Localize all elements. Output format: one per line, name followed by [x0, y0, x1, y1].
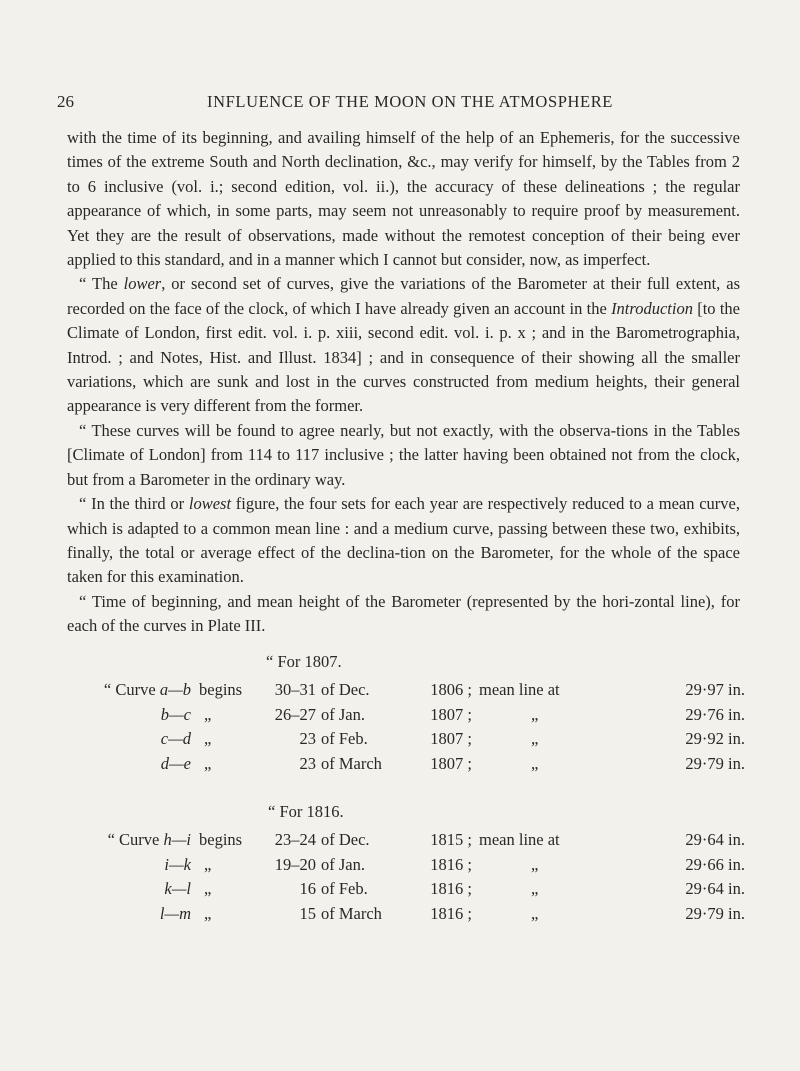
paragraph — [67, 126, 740, 272]
cell-year: 1815 ; — [430, 830, 472, 849]
cell-month: of Dec. — [321, 830, 370, 849]
table-title: “ For 1807. — [266, 652, 342, 671]
cell-begins: „ — [204, 753, 212, 773]
page-header — [57, 92, 747, 116]
table-row — [0, 680, 800, 702]
table-row — [0, 729, 800, 751]
cell-month: of Jan. — [321, 854, 365, 874]
paragraph — [67, 492, 740, 590]
table-row — [0, 879, 800, 901]
text-run: “ These curves will be found to agree nearly, but not exactly, with the observa-tions in the Tables [Climate of London] from 114 to 117 inclusive ; the latter having been obtained not from the clock, but from a Barometer in the ordinary way. — [67, 420, 740, 489]
cell-day: 23–24 — [274, 830, 316, 849]
paragraph — [67, 590, 740, 639]
table-row — [0, 830, 800, 852]
cell-curve: i—k — [164, 854, 191, 874]
cell-curve: k—l — [164, 879, 191, 898]
cell-prefix: “ Curve — [107, 830, 164, 849]
cell-year: 1806 ; — [430, 680, 472, 699]
text-run: “ In the third or — [79, 494, 189, 514]
table-title: “ For 1816. — [268, 802, 344, 821]
cell-mean: „ — [531, 854, 539, 874]
cell-year: 1816 ; — [430, 879, 472, 898]
cell-value: 29·79 in. — [685, 903, 745, 923]
cell-begins: „ — [204, 879, 212, 898]
curve-label — [161, 705, 191, 725]
text-run: “ The — [79, 274, 124, 294]
curve-label — [164, 855, 191, 875]
cell-day: 23 — [299, 729, 316, 748]
cell-curve: a—b — [159, 680, 191, 699]
cell-value: 29·79 in. — [685, 753, 745, 773]
cell-month: of Dec. — [321, 680, 370, 699]
cell-curve: d—e — [160, 753, 191, 773]
cell-mean: „ — [531, 729, 539, 748]
cell-day: 16 — [299, 879, 316, 898]
cell-begins: „ — [204, 729, 212, 748]
cell-day: 23 — [299, 753, 316, 773]
curve-label — [161, 729, 191, 749]
cell-day: 19–20 — [274, 854, 316, 874]
cell-begins: „ — [204, 704, 212, 724]
table-row — [0, 754, 800, 776]
cell-day: 26–27 — [274, 704, 316, 724]
running-head: INFLUENCE OF THE MOON ON THE ATMOSPHERE — [207, 92, 613, 111]
cell-mean: mean line at — [479, 830, 560, 849]
cell-mean: „ — [531, 903, 539, 923]
table-row — [0, 705, 800, 727]
text-run: “ Time of beginning, and mean height of the Barometer (represented by the hori-zontal line), for each of the curves in Plate III. — [67, 591, 740, 636]
text-run: with the time of its beginning, and availing himself of the help of an Ephemeris, for the successive times of the extreme South and North declination, &c., may verify for himself, by the Tables from 2 to 6 inclusive (vol. i.; second edition, vol. ii.), the accuracy of these delineations ; the regular appearance of which, in some parts, may seem not unreasonably to require proof by measurement. Yet they are the result of observations, made without the remotest conception of their being ever applied to this standard, and in a manner which I cannot but consider, now, as imperfect. — [67, 128, 740, 270]
cell-value: 29·97 in. — [685, 680, 745, 699]
cell-curve: c—d — [160, 729, 191, 748]
cell-begins: „ — [204, 854, 212, 874]
cell-year: 1807 ; — [430, 729, 472, 748]
cell-prefix: “ Curve — [103, 680, 160, 699]
cell-year: 1807 ; — [430, 753, 472, 773]
table-row — [0, 904, 800, 926]
cell-month: of Feb. — [321, 729, 368, 748]
cell-value: 29·92 in. — [685, 729, 745, 748]
cell-mean: „ — [531, 879, 539, 898]
cell-day: 15 — [299, 903, 316, 923]
italic-text: lower — [123, 274, 162, 294]
paragraph — [67, 419, 740, 492]
text-run: [to the Climate of London, first edit. vol. i. p. xiii, second edit. vol. i. p. x ; and in the Barometrographia, Introd. ; and Notes, Hist. and Illust. 1834] ; and in consequence of their showing all the smaller variations, which are sunk and lost in the curves constructed from medium heights, their general appearance is very different from the former. — [67, 298, 740, 416]
cell-mean: mean line at — [479, 680, 560, 699]
cell-month: of March — [321, 753, 382, 773]
cell-year: 1816 ; — [430, 903, 472, 923]
curve-label — [108, 830, 191, 850]
paragraph — [67, 272, 740, 418]
text-run: figure, the four sets for each year are respectively reduced to a mean curve, which is adapted to a common mean line : and a medium curve, passing between these two, exhibits, finally, the total or average effect of the declina-tion on the Barometer, for the whole of the space taken for this examination. — [67, 494, 740, 587]
curve-label — [104, 680, 191, 700]
cell-curve: h—i — [163, 830, 191, 849]
table-row — [0, 855, 800, 877]
cell-day: 30–31 — [274, 680, 316, 699]
curve-label — [161, 754, 191, 774]
curve-label — [160, 904, 191, 924]
cell-begins: „ — [204, 903, 212, 923]
page-number: 26 — [57, 92, 74, 111]
cell-year: 1807 ; — [430, 704, 472, 724]
cell-curve: l—m — [159, 903, 191, 923]
cell-begins: begins — [199, 830, 243, 849]
cell-value: 29·64 in. — [685, 879, 745, 898]
cell-month: of Feb. — [321, 879, 368, 898]
cell-mean: „ — [531, 704, 539, 724]
text-run: , or second set of curves, give the variations of the Barometer at their full extent, as recorded on the face of the clock, of which I have already given an account in the — [67, 274, 740, 318]
italic-text: Introduction — [611, 298, 693, 318]
cell-curve: b—c — [160, 704, 191, 724]
body-text — [67, 126, 740, 639]
cell-month: of Jan. — [321, 704, 365, 724]
cell-value: 29·76 in. — [685, 704, 745, 724]
curve-label — [164, 879, 191, 899]
cell-value: 29·64 in. — [685, 830, 745, 849]
cell-value: 29·66 in. — [685, 854, 745, 874]
cell-month: of March — [321, 903, 382, 923]
cell-begins: begins — [199, 680, 243, 699]
cell-mean: „ — [531, 753, 539, 773]
italic-text: lowest — [188, 494, 232, 514]
cell-year: 1816 ; — [430, 854, 472, 874]
